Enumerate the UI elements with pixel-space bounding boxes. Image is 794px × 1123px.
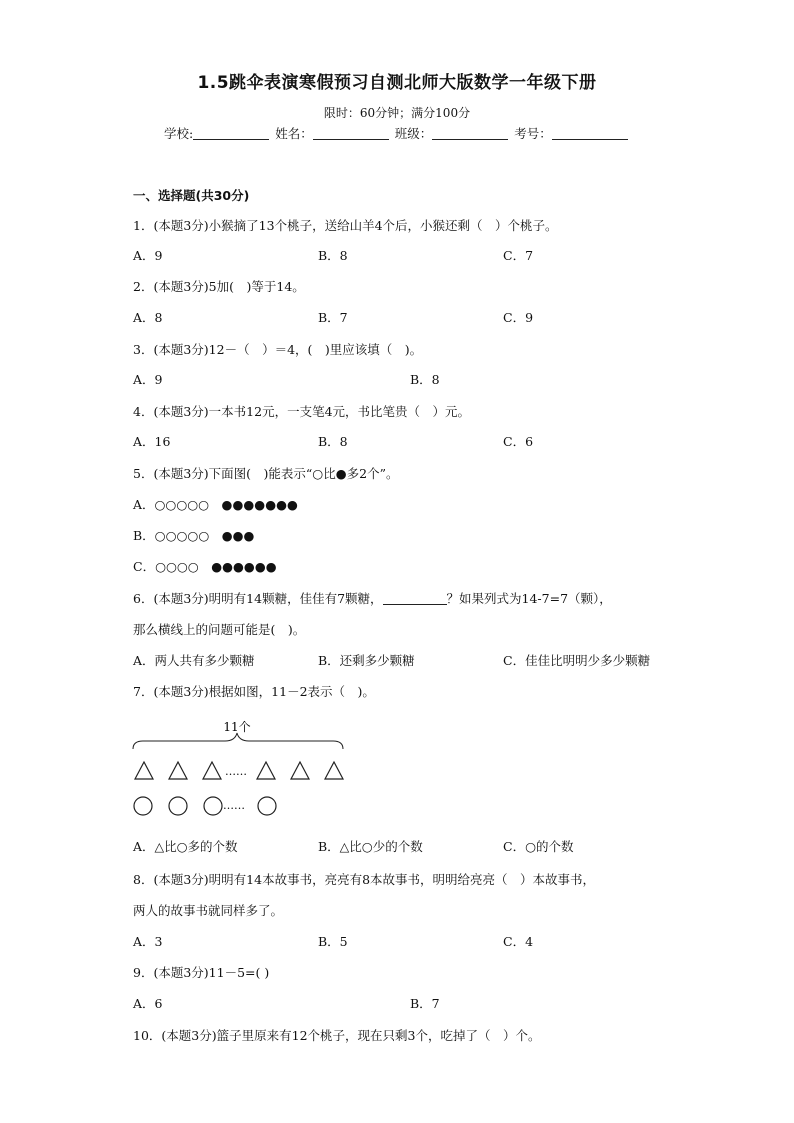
student-info-line — [164, 124, 630, 142]
question-6-stem-line1 — [133, 589, 612, 607]
name-label: 姓名： — [275, 126, 313, 141]
question-6-option-c[interactable]: C．佳佳比明明少多少颗糖 — [503, 653, 651, 668]
question-8-option-b[interactable]: B．5 — [318, 934, 348, 949]
question-8-option-a[interactable]: A．3 — [133, 934, 163, 949]
question-7-figure — [125, 713, 365, 823]
question-1-option-c[interactable]: C．7 — [503, 248, 534, 263]
question-5-stem: 5．(本题3分)下面图( )能表示“○比●多2个”。 — [133, 466, 399, 481]
question-2-stem: 2．(本题3分)5加( )等于14。 — [133, 279, 305, 294]
question-5-option-b[interactable]: B．○○○○○ ●●● — [133, 528, 255, 543]
question-6-option-b[interactable]: B．还剩多少颗糖 — [318, 653, 415, 668]
question-6-stem-part-a: 6．(本题3分)明明有14颗糖，佳佳有7颗糖， — [133, 591, 383, 606]
question-8-option-c[interactable]: C．4 — [503, 934, 534, 949]
question-1-option-b[interactable]: B．8 — [318, 248, 348, 263]
question-9-option-b[interactable]: B．7 — [410, 996, 440, 1011]
triangle-icon — [203, 762, 221, 779]
question-9-stem: 9．(本题3分)11－5=( ) — [133, 965, 270, 980]
section-heading: 一、选择题(共30分) — [133, 188, 250, 203]
triangle-icon — [169, 762, 187, 779]
page-title: 1.5跳伞表演寒假预习自测北师大版数学一年级下册 — [197, 73, 597, 93]
figure-count-label: 11个 — [223, 720, 251, 734]
question-3-stem: 3．(本题3分)12－（ ）＝4，( )里应该填（ )。 — [133, 342, 423, 357]
number-blank[interactable] — [552, 127, 628, 140]
question-5-option-a[interactable]: A．○○○○○ ●●●●●●● — [133, 497, 298, 512]
school-label: 学校: — [164, 126, 194, 141]
circle-row — [134, 797, 276, 815]
question-7-stem: 7．(本题3分)根据如图，11－2表示（ )。 — [133, 684, 375, 699]
class-blank[interactable] — [432, 127, 508, 140]
question-9-option-a[interactable]: A．6 — [133, 996, 163, 1011]
question-3-option-b[interactable]: B．8 — [410, 372, 440, 387]
triangle-icon — [291, 762, 309, 779]
triangle-icon — [135, 762, 153, 779]
circle-icon — [258, 797, 276, 815]
time-limit-text: 限时：60分钟；满分100分 — [323, 106, 471, 120]
circle-icon — [169, 797, 187, 815]
question-3-option-a[interactable]: A．9 — [133, 372, 163, 387]
question-1-stem: 1．(本题3分)小猴摘了13个桃子，送给山羊4个后，小猴还剩（ ）个桃子。 — [133, 218, 558, 233]
question-7-option-a[interactable]: A．△比○多的个数 — [133, 839, 238, 854]
question-7-option-b[interactable]: B．△比○少的个数 — [318, 839, 423, 854]
question-2-option-c[interactable]: C．9 — [503, 310, 534, 325]
question-10-stem: 10．(本题3分)篮子里原来有12个桃子，现在只剩3个，吃掉了（ ）个。 — [133, 1028, 541, 1043]
triangle-icon — [257, 762, 275, 779]
question-1-option-a[interactable]: A．9 — [133, 248, 163, 263]
name-blank[interactable] — [313, 127, 389, 140]
school-blank[interactable] — [193, 127, 269, 140]
circle-ellipsis: …… — [223, 799, 245, 812]
question-4-option-a[interactable]: A．16 — [133, 434, 171, 449]
question-4-option-b[interactable]: B．8 — [318, 434, 348, 449]
question-6-option-a[interactable]: A．两人共有多少颗糖 — [133, 653, 255, 668]
question-6-stem-line2: 那么横线上的问题可能是( )。 — [133, 622, 306, 637]
question-8-stem-line1: 8．(本题3分)明明有14本故事书，亮亮有8本故事书，明明给亮亮（ ）本故事书， — [133, 872, 596, 887]
triangle-icon — [325, 762, 343, 779]
question-4-option-c[interactable]: C．6 — [503, 434, 534, 449]
question-2-option-b[interactable]: B．7 — [318, 310, 348, 325]
triangle-ellipsis: …… — [225, 765, 247, 778]
question-2-option-a[interactable]: A．8 — [133, 310, 163, 325]
question-5-option-c[interactable]: C．○○○○ ●●●●●● — [133, 559, 277, 574]
question-4-stem: 4．(本题3分)一本书12元，一支笔4元，书比笔贵（ ）元。 — [133, 404, 471, 419]
question-8-stem-line2: 两人的故事书就同样多了。 — [133, 903, 284, 918]
question-7-option-c[interactable]: C．○的个数 — [503, 839, 574, 854]
circle-icon — [204, 797, 222, 815]
question-6-blank[interactable] — [383, 592, 447, 605]
brace-icon — [133, 733, 343, 749]
class-label: 班级： — [394, 126, 433, 141]
circle-icon — [134, 797, 152, 815]
question-6-stem-part-b: ？如果列式为14-7=7（颗）， — [446, 591, 612, 606]
number-label: 考号： — [514, 126, 552, 141]
